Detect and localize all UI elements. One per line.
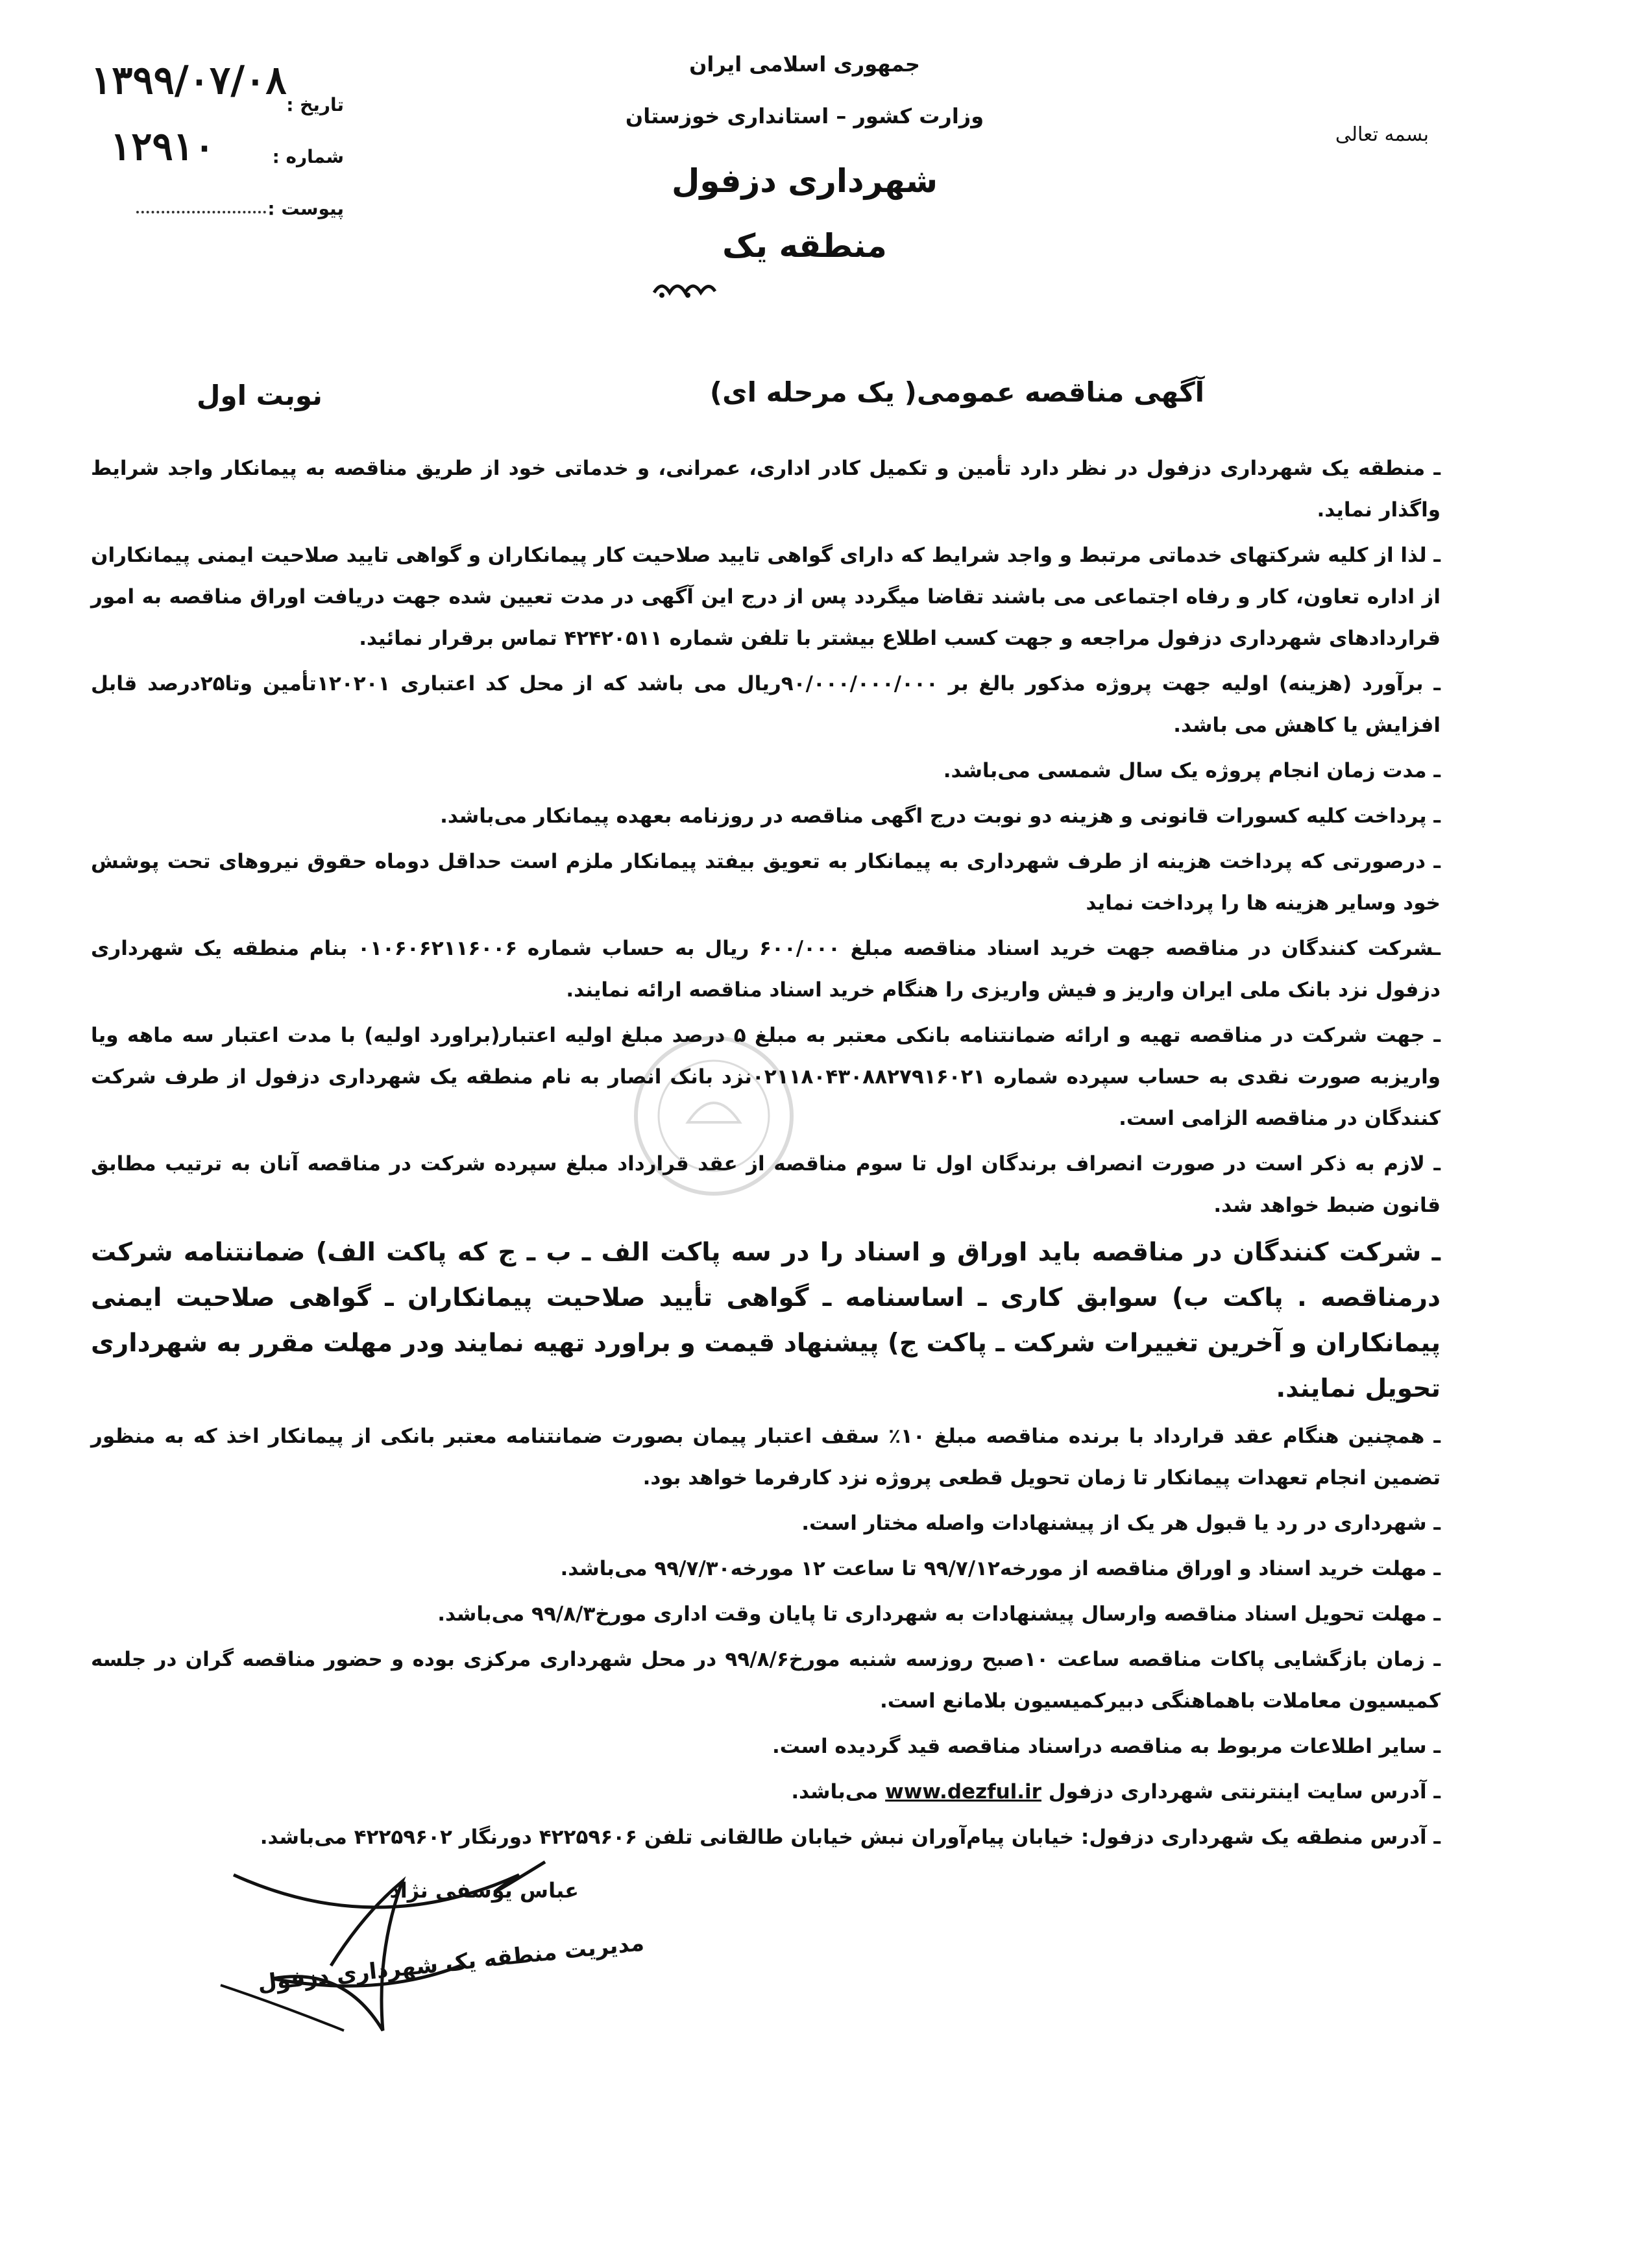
attachment-field [91, 198, 344, 230]
signer-name: عباس یوسفی نژاد [389, 1878, 579, 1903]
paragraph: ـ سایر اطلاعات مربوط به مناقصه دراسناد مناقصه قید گردیده است. [772, 1735, 1441, 1758]
paragraph: ـ زمان بازگشایی پاکات مناقصه ساعت ۱۰صبح روزسه شنبه مورخ۹۹/۸/۶ در محل شهرداری مرکزی بوده و حضور مناقصه گران در جلسه کمیسیون معاملات باهماهنگی دبیرکمیسیون بلامانع است. [91, 1648, 1441, 1713]
date-field [91, 58, 344, 115]
date-label: تاریخ : [286, 94, 344, 115]
attachment-dotted-line [136, 211, 266, 213]
website-link[interactable]: www.dezful.ir [885, 1780, 1041, 1804]
attachment-label: پیوست : [267, 198, 344, 219]
paragraph: ـ همچنین هنگام عقد قرارداد با برنده مناقصه مبلغ ۱۰٪ سقف اعتبار پیمان بصورت ضمانتنامه معتبر بانکی از پیمانکار اخذ که به منظور تضمین انجام تعهدات پیمانکار تا زمان تحویل قطعی پروژه نزد کارفرما خواهد بود. [91, 1425, 1441, 1490]
paragraph: ـ لذا از کلیه شرکتهای خدماتی مرتبط و واجد شرایط که دارای گواهی تایید صلاحیت کار پیمانکاران و گواهی تایید صلاحیت ایمنی پیمانکاران از اداره تعاون، کار و رفاه اجتماعی می باشند تقاضا میگردد پس از درج این آگهی در مدت تعیین شده جهت دریافت اوراق مناقصه به امور قراردادهای شهرداری دزفول مراجعه و جهت کسب اطلاع بیشتر با تلفن شماره ۴۲۴۲۰۵۱۱ تماس برقرار نمائید. [91, 544, 1441, 650]
date-value: ۱۳۹۹/۰۷/۰۸ [91, 58, 287, 103]
notice-body [91, 448, 1441, 1862]
paragraph: ـ منطقه یک شهرداری دزفول در نظر دارد تأمین و تکمیل کادر اداری، عمرانی، و خدماتی خود از طریق مناقصه به پیمانکار واجد شرایط واگذار نماید. [91, 457, 1441, 522]
paragraph: ـ آدرس منطقه یک شهرداری دزفول: خیابان پیام‌آوران نبش خیابان طالقانی تلفن ۴۲۲۵۹۶۰۶ دورنگار ۴۲۲۵۹۶۰۲ می‌باشد. [260, 1826, 1441, 1849]
website-prefix: ـ آدرس سایت اینترنتی شهرداری دزفول [1048, 1780, 1441, 1804]
paragraph: ـشرکت کنندگان در مناقصه جهت خرید اسناد مناقصه مبلغ ۶۰۰/۰۰۰ ریال به حساب شماره ۰۱۰۶۰۶۲۱۱۶۰۰۶ بنام منطقه یک شهرداری دزفول نزد بانک ملی ایران واریز و فیش واریزی را هنگام خرید اسناد مناقصه ارائه نمایند. [91, 937, 1441, 1002]
municipality-heading: شهرداری دزفول [671, 162, 938, 200]
number-value: ۱۲۹۱۰ [110, 124, 215, 169]
region-heading: منطقه یک [722, 227, 887, 265]
paragraph: ـ شهرداری در رد یا قبول هر یک از پیشنهادات واصله مختار است. [801, 1512, 1441, 1535]
handwritten-signature-icon [182, 1836, 636, 2108]
paragraph: ـ مهلت خرید اسناد و اوراق مناقصه از مورخه۹۹/۷/۱۲ تا ساعت ۱۲ مورخه۹۹/۷/۳۰ می‌باشد. [560, 1557, 1441, 1580]
paragraph: ـ مدت زمان انجام پروژه یک سال شمسی می‌باشد. [943, 759, 1441, 782]
municipality-seal-icon [649, 276, 720, 302]
paragraph: ـ لازم به ذکر است در صورت انصراف برندگان اول تا سوم مناقصه از عقد قرارداد مبلغ سپرده شرکت در مناقصه آنان به ترتیب مطابق قانون ضبط خواهد شد. [91, 1152, 1441, 1217]
republic-heading: جمهوری اسلامی ایران [689, 52, 920, 77]
website-paragraph [91, 1771, 1441, 1813]
paragraph: ـ جهت شرکت در مناقصه تهیه و ارائه ضمانتنامه بانکی معتبر به مبلغ ۵ درصد مبلغ اولیه اعتبار(براورد اولیه) با مدت اعتبار سه ماهه ویا واریزبه صورت نقدی به حساب سپرده شماره ۰۲۱۱۸۰۴۳۰۸۸۲۷۹۱۶۰۲۱نزد بانک انصار به نام منطقه یک شهرداری دزفول از طرف شرکت کنندگان در مناقصه الزامی است. [91, 1024, 1441, 1130]
bismillah-text: بسمه تعالی [1335, 123, 1429, 146]
signer-title: مدیریت منطقه یک شهرداری دزفول [256, 1930, 646, 1997]
notice-title: آگهی مناقصه عمومی( یک مرحله ای) [709, 376, 1205, 408]
number-field [91, 124, 344, 172]
paragraph: ـ شرکت کنندگان در مناقصه باید اوراق و اسناد را در سه پاکت الف ـ ب ـ ج که پاکت الف) ضمانتنامه شرکت درمناقصه . پاکت ب) سوابق کاری ـ اساسنامه ـ گواهی تأیید صلاحیت پیمانکاران ـ گواهی صلاحیت ایمنی پیمانکاران و آخرین تغییرات شرکت ـ پاکت ج) پیشنهاد قیمت و براورد تهیه نمایند ودر مهلت مقرر به شهرداری تحویل نمایند. [91, 1238, 1441, 1403]
paragraph: ـ برآورد (هزینه) اولیه جهت پروژه مذکور بالغ بر ۹۰/۰۰۰/۰۰۰/۰۰۰ریال می باشد که از محل کد اعتباری ۱۲۰۲۰۱تأمین وتا۲۵درصد قابل افزایش یا کاهش می باشد. [91, 672, 1441, 737]
paragraph: ـ درصورتی که پرداخت هزینه از طرف شهرداری به پیمانکار به تعویق بیفتد پیمانکار ملزم است حداقل دوماه حقوق نیروهای تحت پوشش خود وسایر هزینه ها را پرداخت نماید [91, 850, 1441, 915]
website-suffix: می‌باشد. [791, 1780, 879, 1804]
paragraph: ـ پرداخت کلیه کسورات قانونی و هزینه دو نوبت درج اگهی مناقصه در روزنامه بعهده پیمانکار می‌باشد. [440, 804, 1441, 828]
notice-round: نوبت اول [197, 380, 322, 411]
number-label: شماره : [272, 146, 344, 167]
ministry-heading: وزارت کشور – استانداری خوزستان [625, 104, 984, 128]
paragraph: ـ مهلت تحویل اسناد مناقصه وارسال پیشنهادات به شهرداری تا پایان وقت اداری مورخ۹۹/۸/۳ می‌باشد. [437, 1602, 1441, 1626]
